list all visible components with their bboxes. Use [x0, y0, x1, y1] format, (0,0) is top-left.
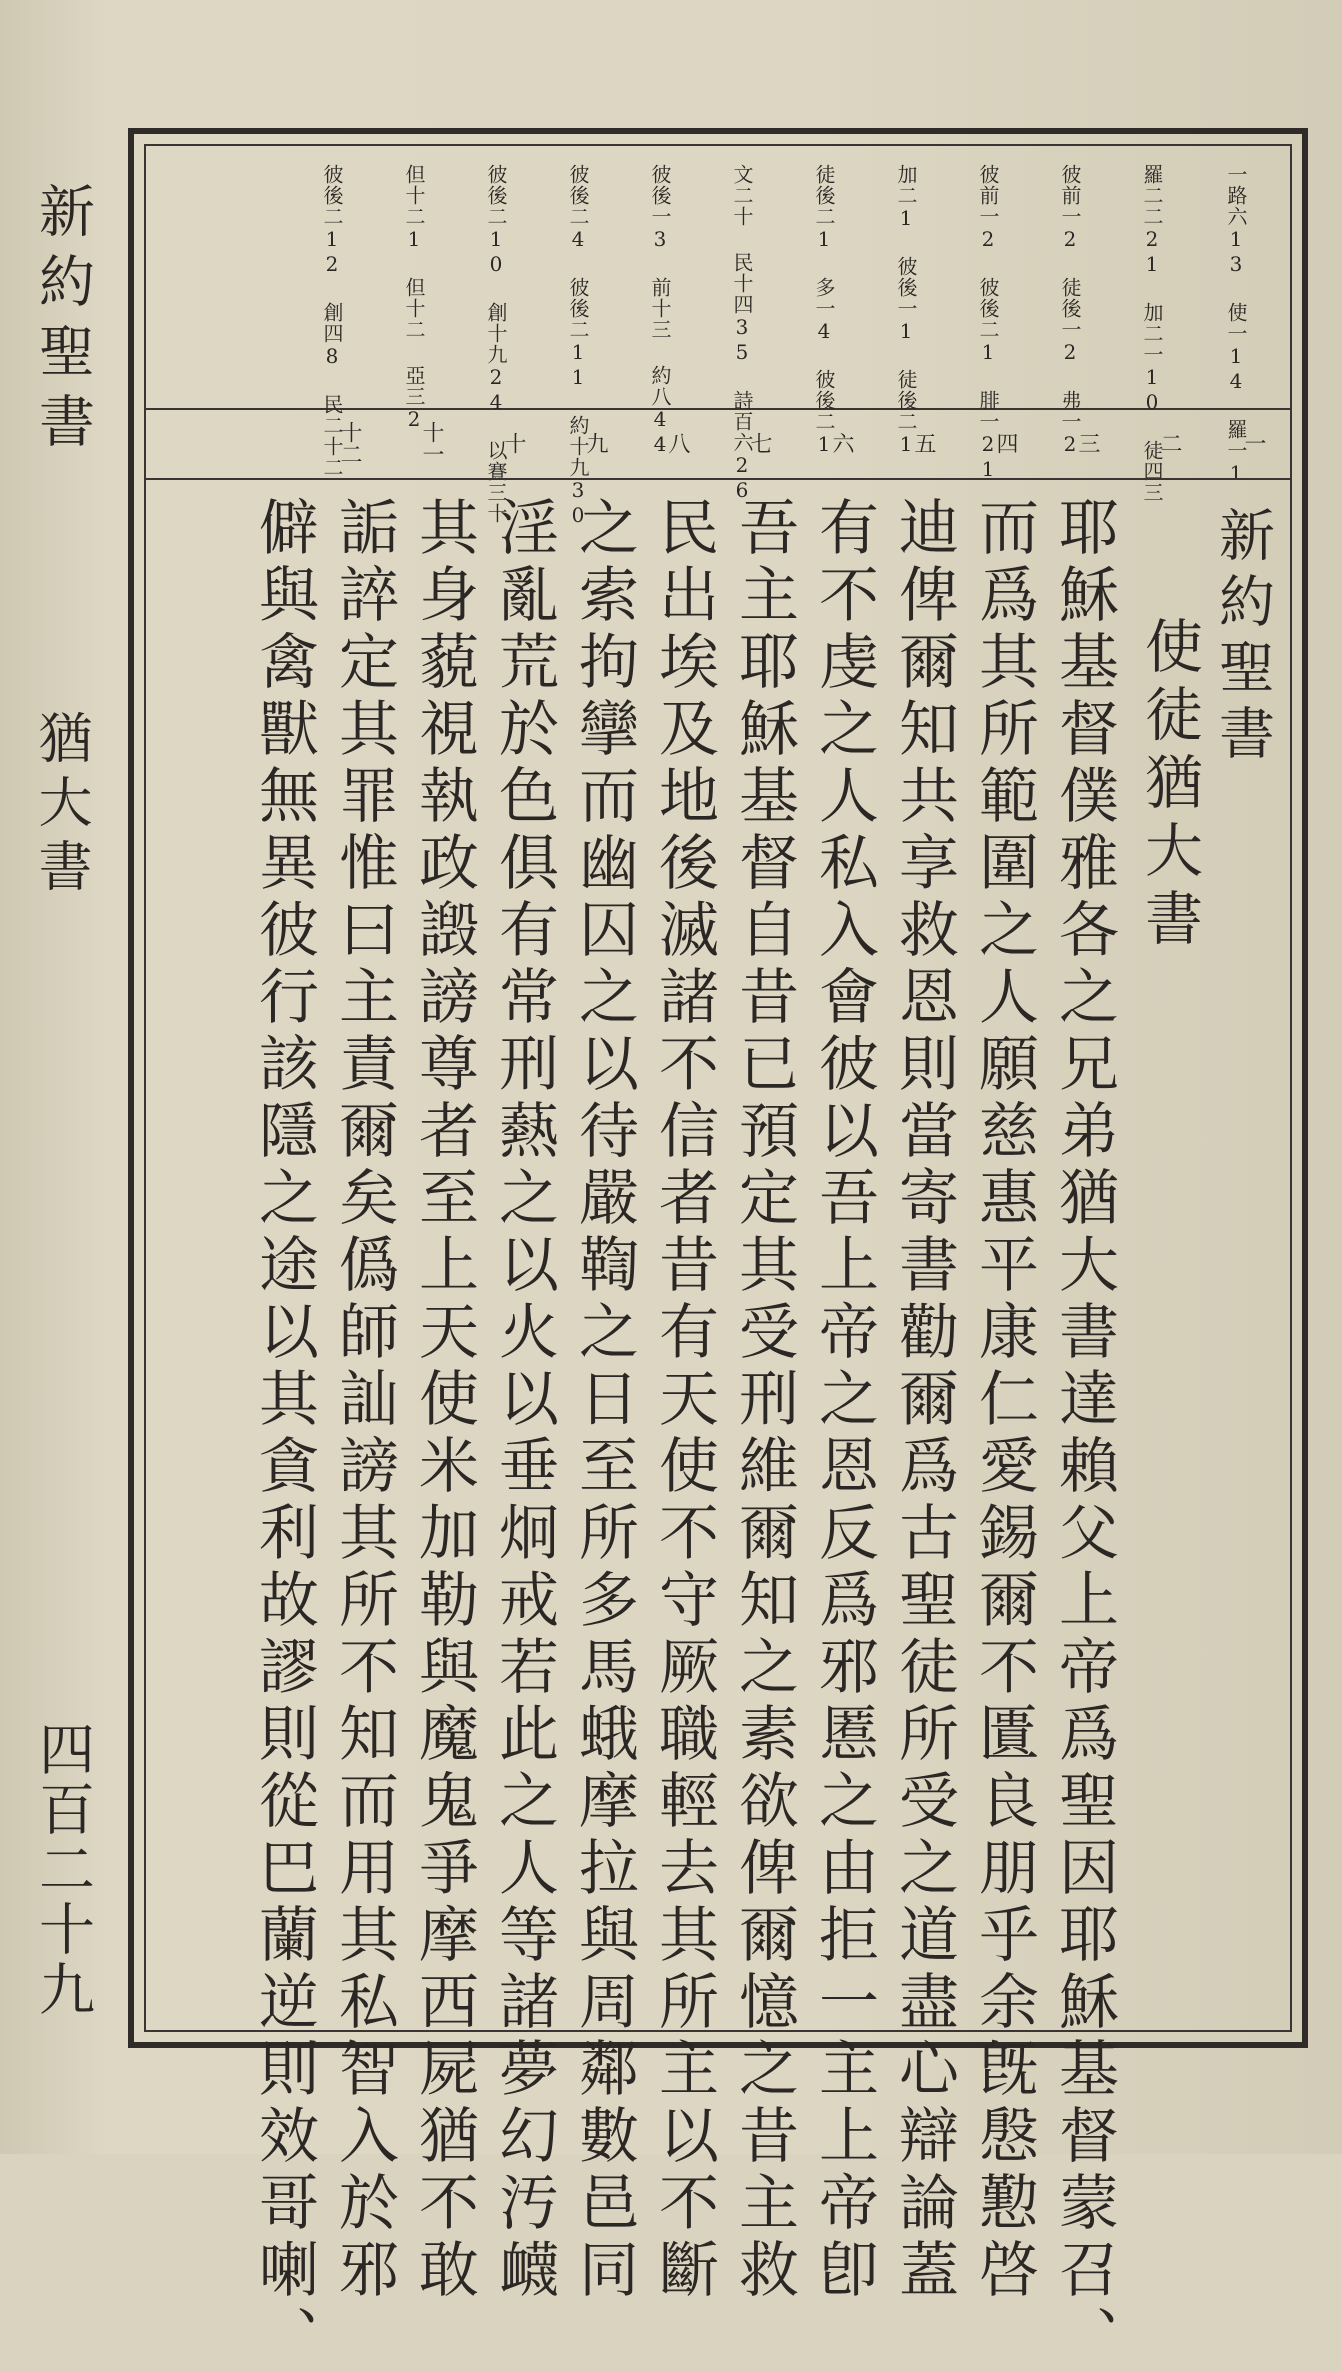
text-column-7: 之索拘攣而幽囚之以待嚴鞫之日至所多馬蛾摩拉與周鄰數邑同 [569, 496, 639, 2305]
page-margin [22, 150, 112, 2080]
text-column-6: 民出埃及地後滅諸不信者昔有天使不守厥職輕去其所主以不斷 [649, 496, 719, 2305]
note-12 [318, 164, 380, 478]
note-11 [400, 164, 462, 432]
page-frame-inner [144, 144, 1292, 2372]
note-5 [892, 164, 954, 457]
note-number: 七 [747, 432, 772, 454]
heading-epistle-title: 使徒猶大書 [1135, 616, 1203, 956]
margin-page-number: 四百二十九 [30, 1720, 95, 2020]
note-10 [482, 164, 544, 524]
note-text: 一路六13 使一14 羅一1 [1224, 164, 1248, 486]
note-text: 彼後二10 創十九24 以賽三十 [484, 164, 508, 524]
note-number: 二 [1157, 432, 1182, 454]
note-text: 羅二二21 加二一10 徒四三 [1140, 164, 1164, 503]
note-number: 四 [993, 432, 1018, 454]
note-8 [646, 164, 708, 457]
note-9 [564, 164, 626, 528]
note-6 [810, 164, 872, 457]
note-number: 九 [583, 432, 608, 454]
scripture-body [174, 496, 1275, 2372]
text-column-10: 詬誶定其罪惟曰主責爾矣僞師訕謗其所不知而用其私智入於邪 [329, 496, 399, 2305]
text-column-2: 而爲其所範圍之人願慈惠平康仁愛錫爾不匱良朋乎余旣慇懃啓 [969, 496, 1039, 2305]
text-column-8: 淫亂荒於色俱有常刑爇之以火以垂炯戒若此之人等諸夢幻汚衊 [489, 496, 559, 2305]
text-column-5: 吾主耶穌基督自昔已預定其受刑維爾知之素欲俾爾憶之昔主救 [729, 496, 799, 2305]
note-number: 一 [1241, 432, 1266, 454]
note-text: 彼後二4 彼後二11 約十九30 [566, 164, 590, 528]
note-number: 六 [829, 432, 854, 454]
text-column-11: 僻與禽獸無異彼行該隱之途以其貪利故謬則從巴蘭逆則效哥喇、 [249, 496, 319, 2372]
note-7 [728, 164, 790, 503]
note-number: 十 [501, 432, 526, 454]
text-column-4: 有不虔之人私入會彼以吾上帝之恩反爲邪慝之由拒一主上帝卽 [809, 496, 879, 2305]
text-column-1: 耶穌基督僕雅各之兄弟猶大書達賴父上帝爲聖因耶穌基督蒙召、 [1049, 496, 1119, 2372]
note-text: 彼前一2 徒後一2 弗一2 [1058, 164, 1082, 457]
heading-book-title: 新約聖書 [1210, 506, 1275, 770]
note-number: 十一 [419, 421, 444, 465]
margin-section-title: 猶大書 [30, 710, 93, 902]
note-4 [974, 164, 1036, 482]
note-text: 加二1 彼後一1 徒後二1 [894, 164, 918, 457]
note-number: 三 [1075, 432, 1100, 454]
note-number: 五 [911, 432, 936, 454]
note-3 [1056, 164, 1118, 457]
note-text: 彼後一3 前十三 約八44 [648, 164, 672, 457]
note-2 [1138, 164, 1200, 503]
margin-book-title: 新約聖書 [30, 182, 95, 462]
note-text: 徒後二1 多一4 彼後二1 [812, 164, 836, 457]
note-text: 文二十 民十四35 詩百六26 [730, 164, 754, 503]
note-number: 十二 [337, 421, 362, 465]
text-column-3: 迪俾爾知共享救恩則當寄書勸爾爲古聖徒所受之道盡心辯論蓋 [889, 496, 959, 2305]
note-1 [1222, 164, 1284, 486]
note-text: 但十二1 但十二 亞三2 [402, 164, 426, 432]
note-number: 八 [665, 432, 690, 454]
page-frame [128, 128, 1308, 2372]
text-column-9: 其身藐視執政譭謗尊者至上天使米加勒與魔鬼爭摩西屍猶不敢 [409, 496, 479, 2305]
note-text: 彼後二12 創四8 民二十二 [320, 164, 344, 478]
note-numbers-row [146, 408, 1290, 480]
note-text: 彼前一2 彼後二1 腓一21 [976, 164, 1000, 482]
